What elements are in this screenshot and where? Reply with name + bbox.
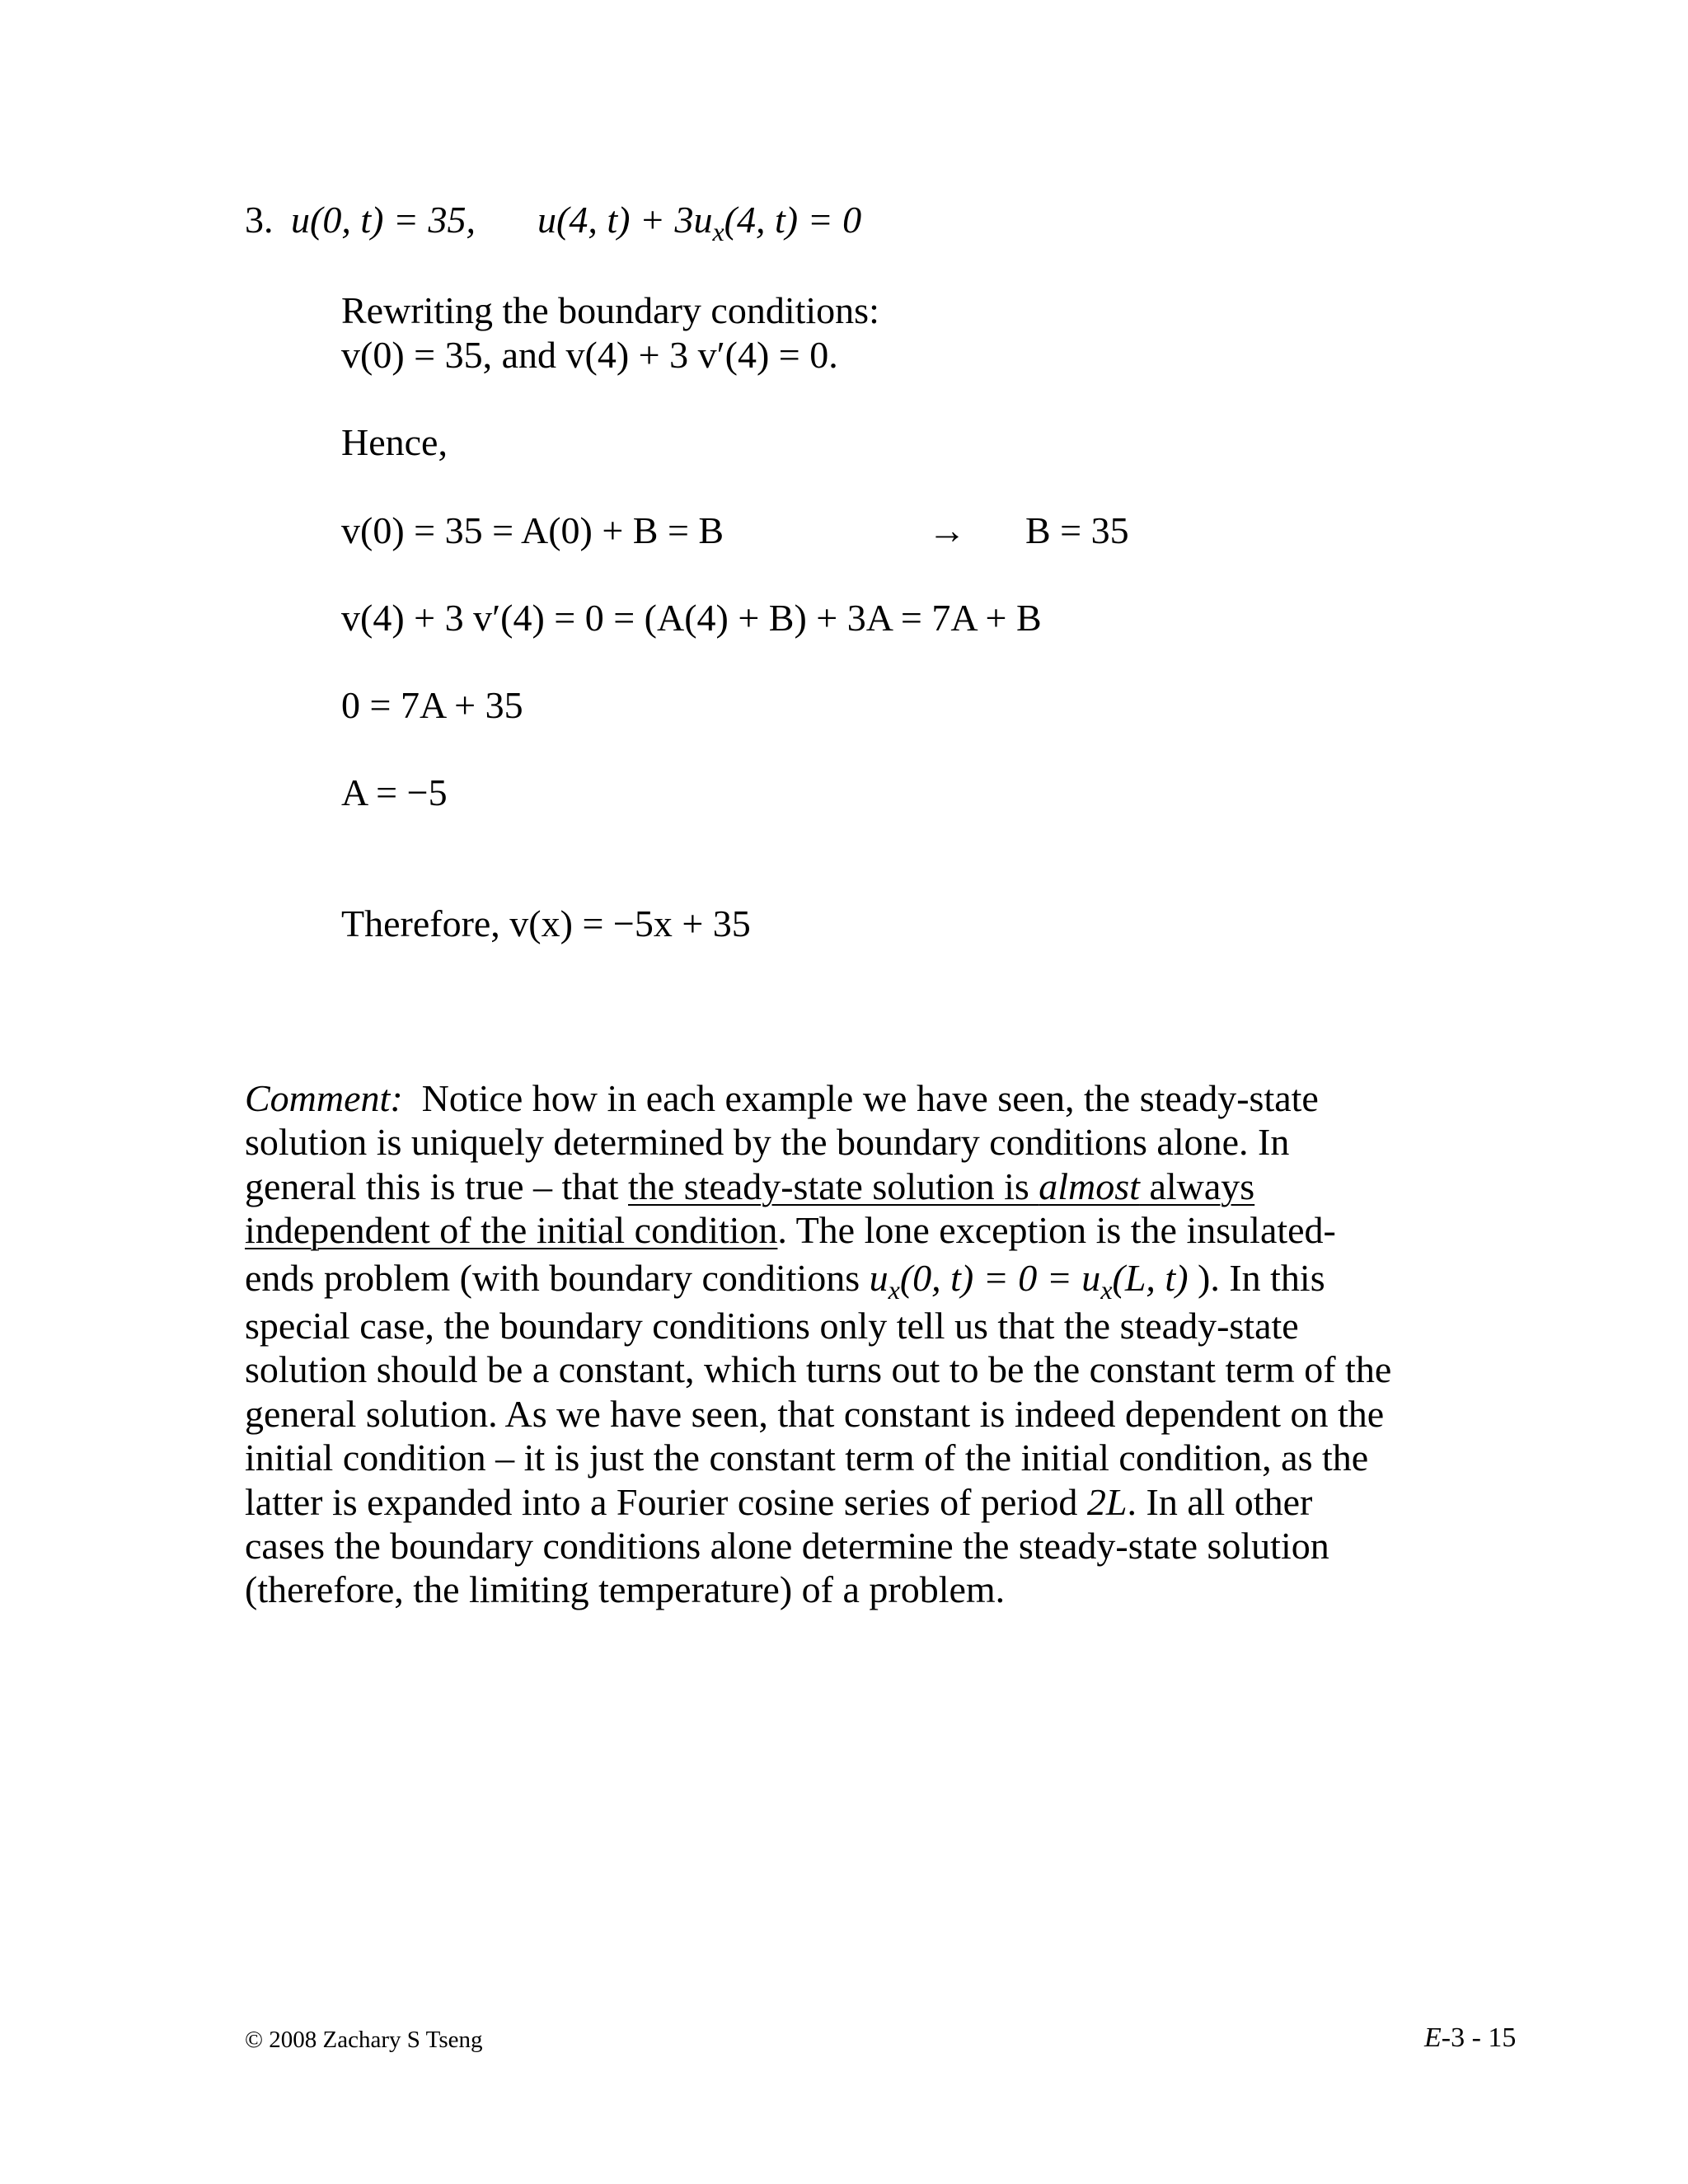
comment-line-8: general solution. As we have seen, that constant is indeed dependent on the	[245, 1392, 1385, 1435]
comment-line-5-pre: ends problem (with boundary conditions	[245, 1256, 870, 1299]
problem-header	[245, 198, 476, 242]
comment-paragraph	[245, 1076, 1432, 1612]
comment-line-4	[245, 1208, 1432, 1252]
bc2-main: u(4, t) + 3u	[537, 199, 713, 241]
equation-a-result: A = −5	[341, 771, 448, 813]
comment-line-10-pre: latter is expanded into a Fourier cosine series of period	[245, 1480, 1087, 1523]
comment-line-6: special case, the boundary conditions only tell us that the steady-state	[245, 1305, 1299, 1347]
comment-line-12: (therefore, the limiting temperature) of a problem.	[245, 1568, 1006, 1611]
comment-period-math: 2L	[1086, 1480, 1128, 1523]
comment-math-ua: u	[869, 1256, 889, 1299]
comment-line-2: solution is uniquely determined by the boundary conditions alone. In	[245, 1121, 1290, 1164]
arrow-symbol: →	[928, 509, 966, 551]
equation-v0: v(0) = 35 = A(0) + B = B	[341, 509, 724, 551]
hence-label: Hence,	[341, 421, 448, 463]
copyright-notice: © 2008 Zachary S Tseng	[245, 2027, 483, 2053]
comment-sub-b: x	[1100, 1274, 1113, 1305]
comment-line-10	[245, 1480, 1432, 1524]
equation-v4: v(4) + 3 v′(4) = 0 = (A(4) + B) + 3A = 7A + B	[341, 597, 1042, 639]
comment-line-1	[245, 1076, 1432, 1120]
page-number-prefix: E	[1424, 2022, 1442, 2053]
boundary-condition-2	[537, 198, 861, 246]
comment-line-1-text: Notice how in each example we have seen, the steady-state	[421, 1077, 1319, 1119]
comment-math-uc: (L, t)	[1112, 1256, 1198, 1299]
comment-sub-a: x	[888, 1274, 900, 1305]
rewrite-conditions: v(0) = 35, and v(4) + 3 v′(4) = 0.	[341, 334, 838, 376]
comment-underline-a: the steady-state solution is	[628, 1165, 1039, 1207]
equation-b-result: B = 35	[1025, 509, 1129, 551]
comment-line-7: solution should be a constant, which turns out to be the constant term of the	[245, 1348, 1392, 1391]
comment-line-10-post: . In all other	[1127, 1480, 1313, 1523]
problem-number: 3.	[245, 199, 274, 241]
page-number-rest: -3 - 15	[1441, 2022, 1517, 2053]
comment-math-ub: (0, t) = 0 = u	[899, 1256, 1101, 1299]
comment-line-3	[245, 1165, 1432, 1208]
equation-solve-a: 0 = 7A + 35	[341, 684, 523, 726]
comment-line-4-post: . The lone exception is the insulated-	[777, 1209, 1336, 1252]
comment-underline-b: always	[1139, 1165, 1255, 1207]
comment-line-11: cases the boundary conditions alone determine the steady-state solution	[245, 1525, 1329, 1568]
bc2-subscript: x	[712, 217, 724, 246]
rewrite-intro: Rewriting the boundary conditions:	[341, 289, 879, 331]
comment-line-5	[245, 1256, 1432, 1304]
boundary-condition-1: u(0, t) = 35,	[291, 199, 476, 241]
comment-emphasis-almost: almost	[1039, 1165, 1140, 1207]
comment-line-5-post: ). In this	[1198, 1256, 1325, 1299]
comment-underline-c: independent of the initial condition	[245, 1209, 778, 1252]
bc2-tail: (4, t) = 0	[724, 199, 862, 241]
page-number	[1424, 2022, 1516, 2055]
comment-line-3-pre: general this is true – that	[245, 1165, 628, 1207]
comment-label: Comment:	[245, 1077, 403, 1119]
conclusion: Therefore, v(x) = −5x + 35	[341, 902, 751, 944]
comment-line-9: initial condition – it is just the constant term of the initial condition, as the	[245, 1436, 1369, 1479]
